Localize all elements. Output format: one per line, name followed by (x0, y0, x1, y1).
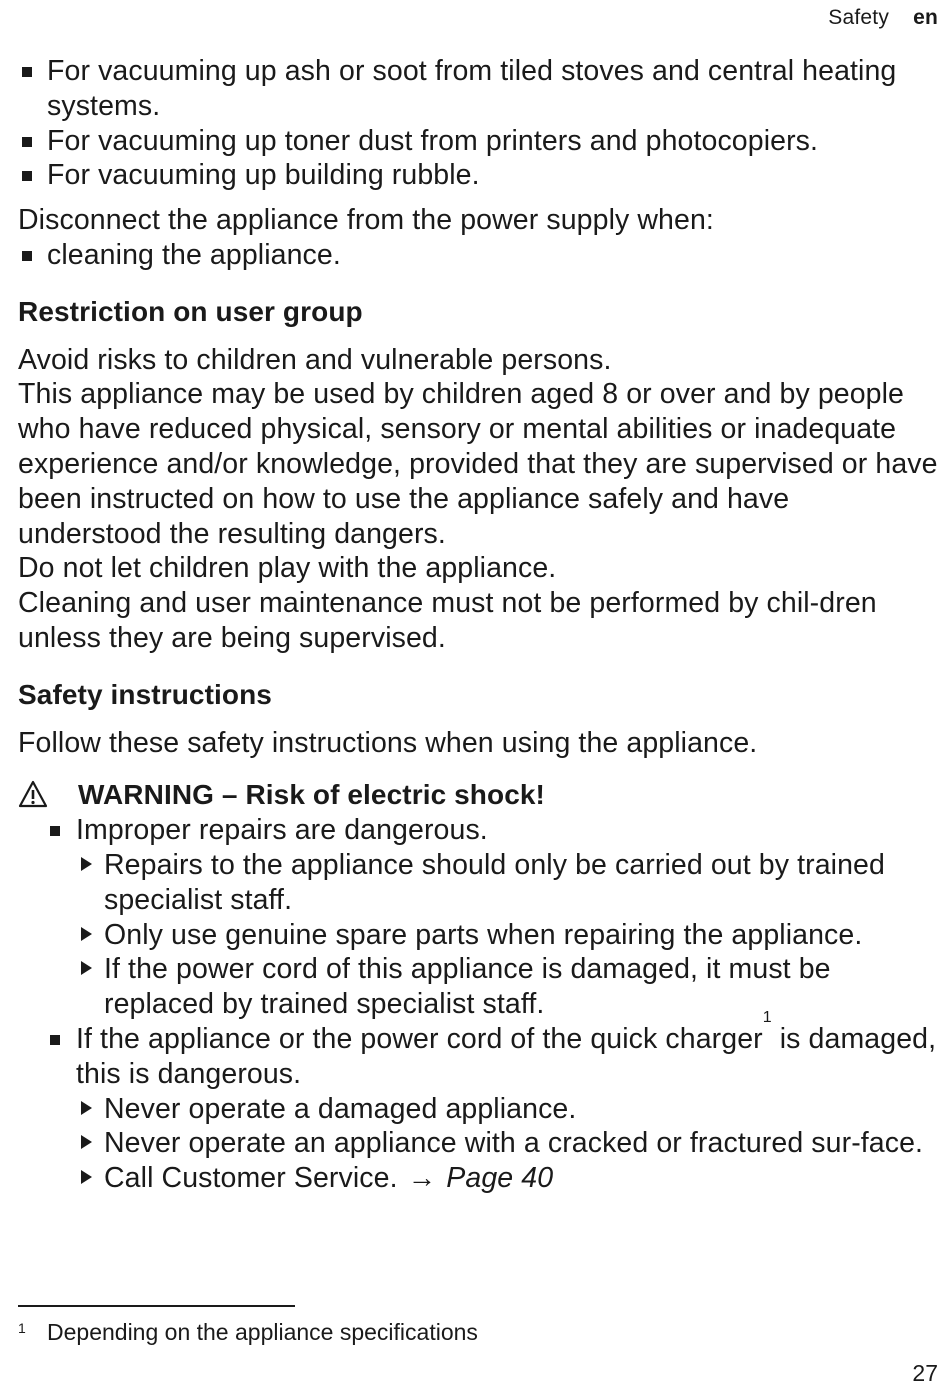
warning-item: Improper repairs are dangerous. (18, 813, 938, 848)
page-header (828, 6, 938, 30)
action-item: If the power cord of this appliance is damaged, it must be replaced by trained specialist staff. (18, 952, 938, 1022)
action-item (18, 1161, 938, 1196)
footnote-ref[interactable]: 1 (762, 1008, 772, 1026)
restriction-line: This appliance may be used by children aged 8 or over and by people who have reduced physical, sensory or mental abilities or inadequate experience and/or knowledge, provided that they are supervised or have been instructed on how to use the appliance safely and have understood the resulting dangers. (18, 378, 938, 550)
warning-title-text: WARNING – Risk of electric shock! (78, 779, 545, 811)
safety-heading: Safety instructions (18, 678, 272, 710)
page-content (18, 54, 938, 1196)
disconnect-text: Disconnect the appliance from the power supply when: (18, 204, 714, 237)
page-reference-link[interactable]: Page 40 (446, 1162, 554, 1195)
action-item: Repairs to the appliance should only be carried out by trained specialist staff. (18, 848, 938, 918)
footnote (18, 1318, 478, 1346)
list-item: cleaning the appliance. (18, 238, 938, 273)
action-item: Only use genuine spare parts when repairing the appliance. (18, 918, 938, 953)
action-item-text: Call Customer Service. (104, 1162, 398, 1195)
list-item: For vacuuming up building rubble. (18, 158, 938, 193)
warning-item (18, 1008, 938, 1092)
page-number: 27 (912, 1360, 938, 1386)
restriction-line: Avoid risks to children and vulnerable persons. (18, 343, 612, 376)
action-item: Never operate a damaged appliance. (18, 1092, 938, 1127)
list-item: For vacuuming up toner dust from printers and photocopiers. (18, 124, 938, 159)
warning-title (18, 778, 938, 813)
restriction-heading: Restriction on user group (18, 295, 363, 327)
header-section: Safety (828, 6, 890, 29)
warning-triangle-icon (18, 780, 48, 808)
footnote-divider (18, 1305, 295, 1307)
restriction-line: Cleaning and user maintenance must not be performed by chil-dren unless they are being supervised. (18, 587, 877, 654)
warning-item-text: If the appliance or the power cord of the quick charger (76, 1022, 763, 1055)
header-language: en (913, 6, 938, 29)
footnote-text: Depending on the appliance specifications (47, 1319, 478, 1345)
list-item: For vacuuming up ash or soot from tiled stoves and central heating systems. (18, 54, 938, 124)
warning-item-text: is damaged, this is dangerous. (76, 1022, 937, 1090)
arrow-right-icon: → (407, 1162, 437, 1195)
footnote-number: 1 (18, 1320, 26, 1336)
safety-intro: Follow these safety instructions when using the appliance. (18, 726, 758, 759)
restriction-line: Do not let children play with the appliance. (18, 552, 557, 585)
action-item: Never operate an appliance with a cracked or fractured sur-face. (18, 1126, 938, 1161)
